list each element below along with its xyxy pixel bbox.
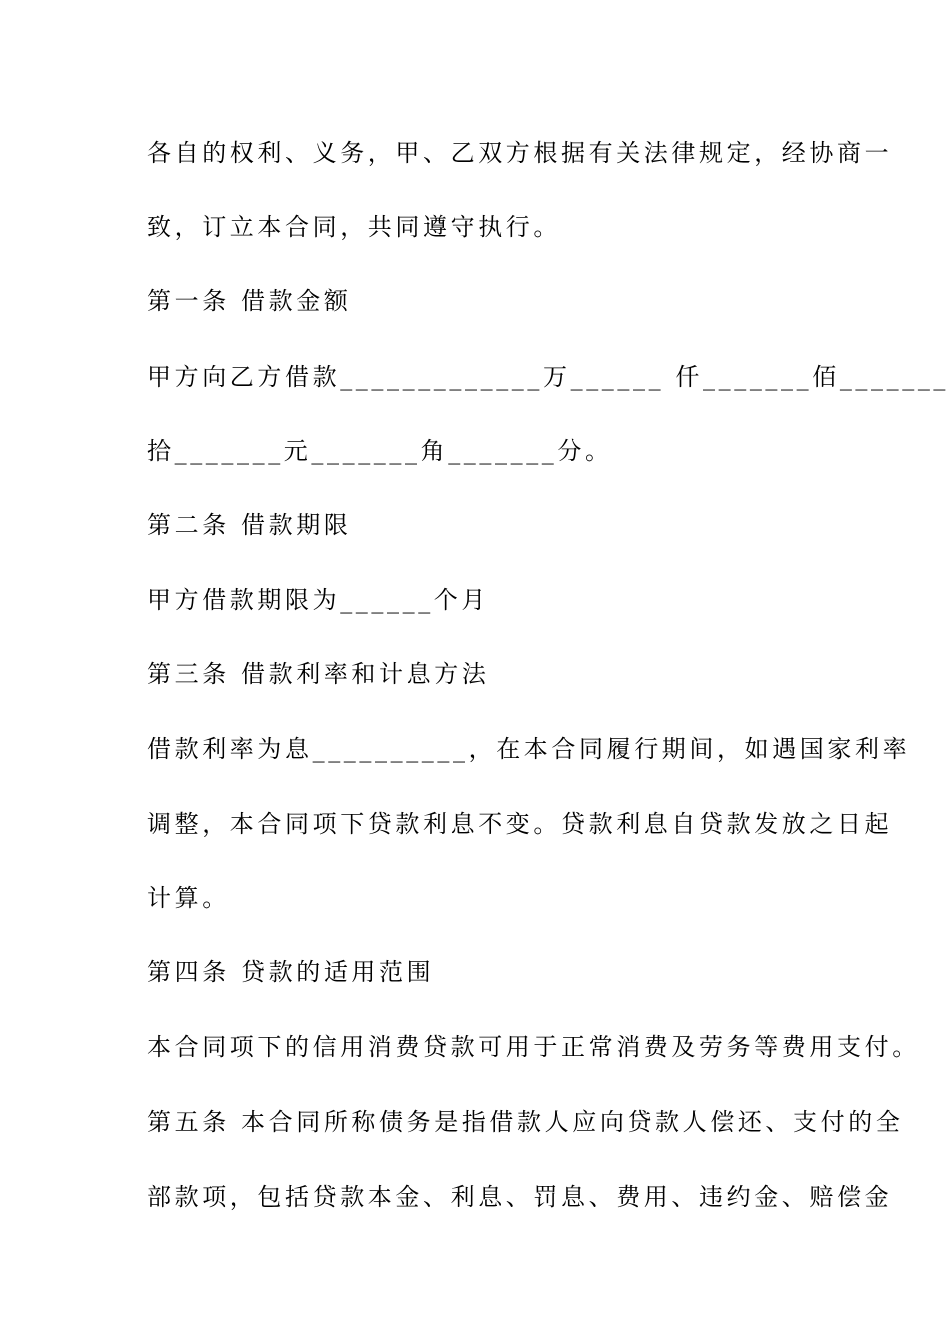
text-line: 拾_______元_______角_______分。	[147, 437, 613, 465]
text-line: 借款利率为息__________，在本合同履行期间，如遇国家利率	[147, 735, 911, 763]
text-line: 致，订立本合同，共同遵守执行。	[147, 213, 561, 241]
text-line: 甲方向乙方借款_____________万______ 仟_______佰_______	[147, 363, 950, 391]
text-line: 调整，本合同项下贷款利息不变。贷款利息自贷款发放之日起	[147, 810, 893, 838]
article-heading: 第四条 贷款的适用范围	[147, 958, 435, 986]
text-line: 部款项，包括贷款本金、利息、罚息、费用、违约金、赔偿金	[147, 1183, 893, 1211]
text-line: 第五条 本合同所称债务是指借款人应向贷款人偿还、支付的全	[147, 1108, 904, 1136]
text-line: 计算。	[147, 884, 230, 912]
article-heading: 第三条 借款利率和计息方法	[147, 660, 490, 688]
text-line: 甲方借款期限为______个月	[147, 586, 489, 614]
text-line: 各自的权利、义务，甲、乙双方根据有关法律规定，经协商一	[147, 139, 893, 167]
text-line: 本合同项下的信用消费贷款可用于正常消费及劳务等费用支付。	[147, 1033, 920, 1061]
article-heading: 第一条 借款金额	[147, 287, 352, 315]
article-heading: 第二条 借款期限	[147, 511, 352, 539]
